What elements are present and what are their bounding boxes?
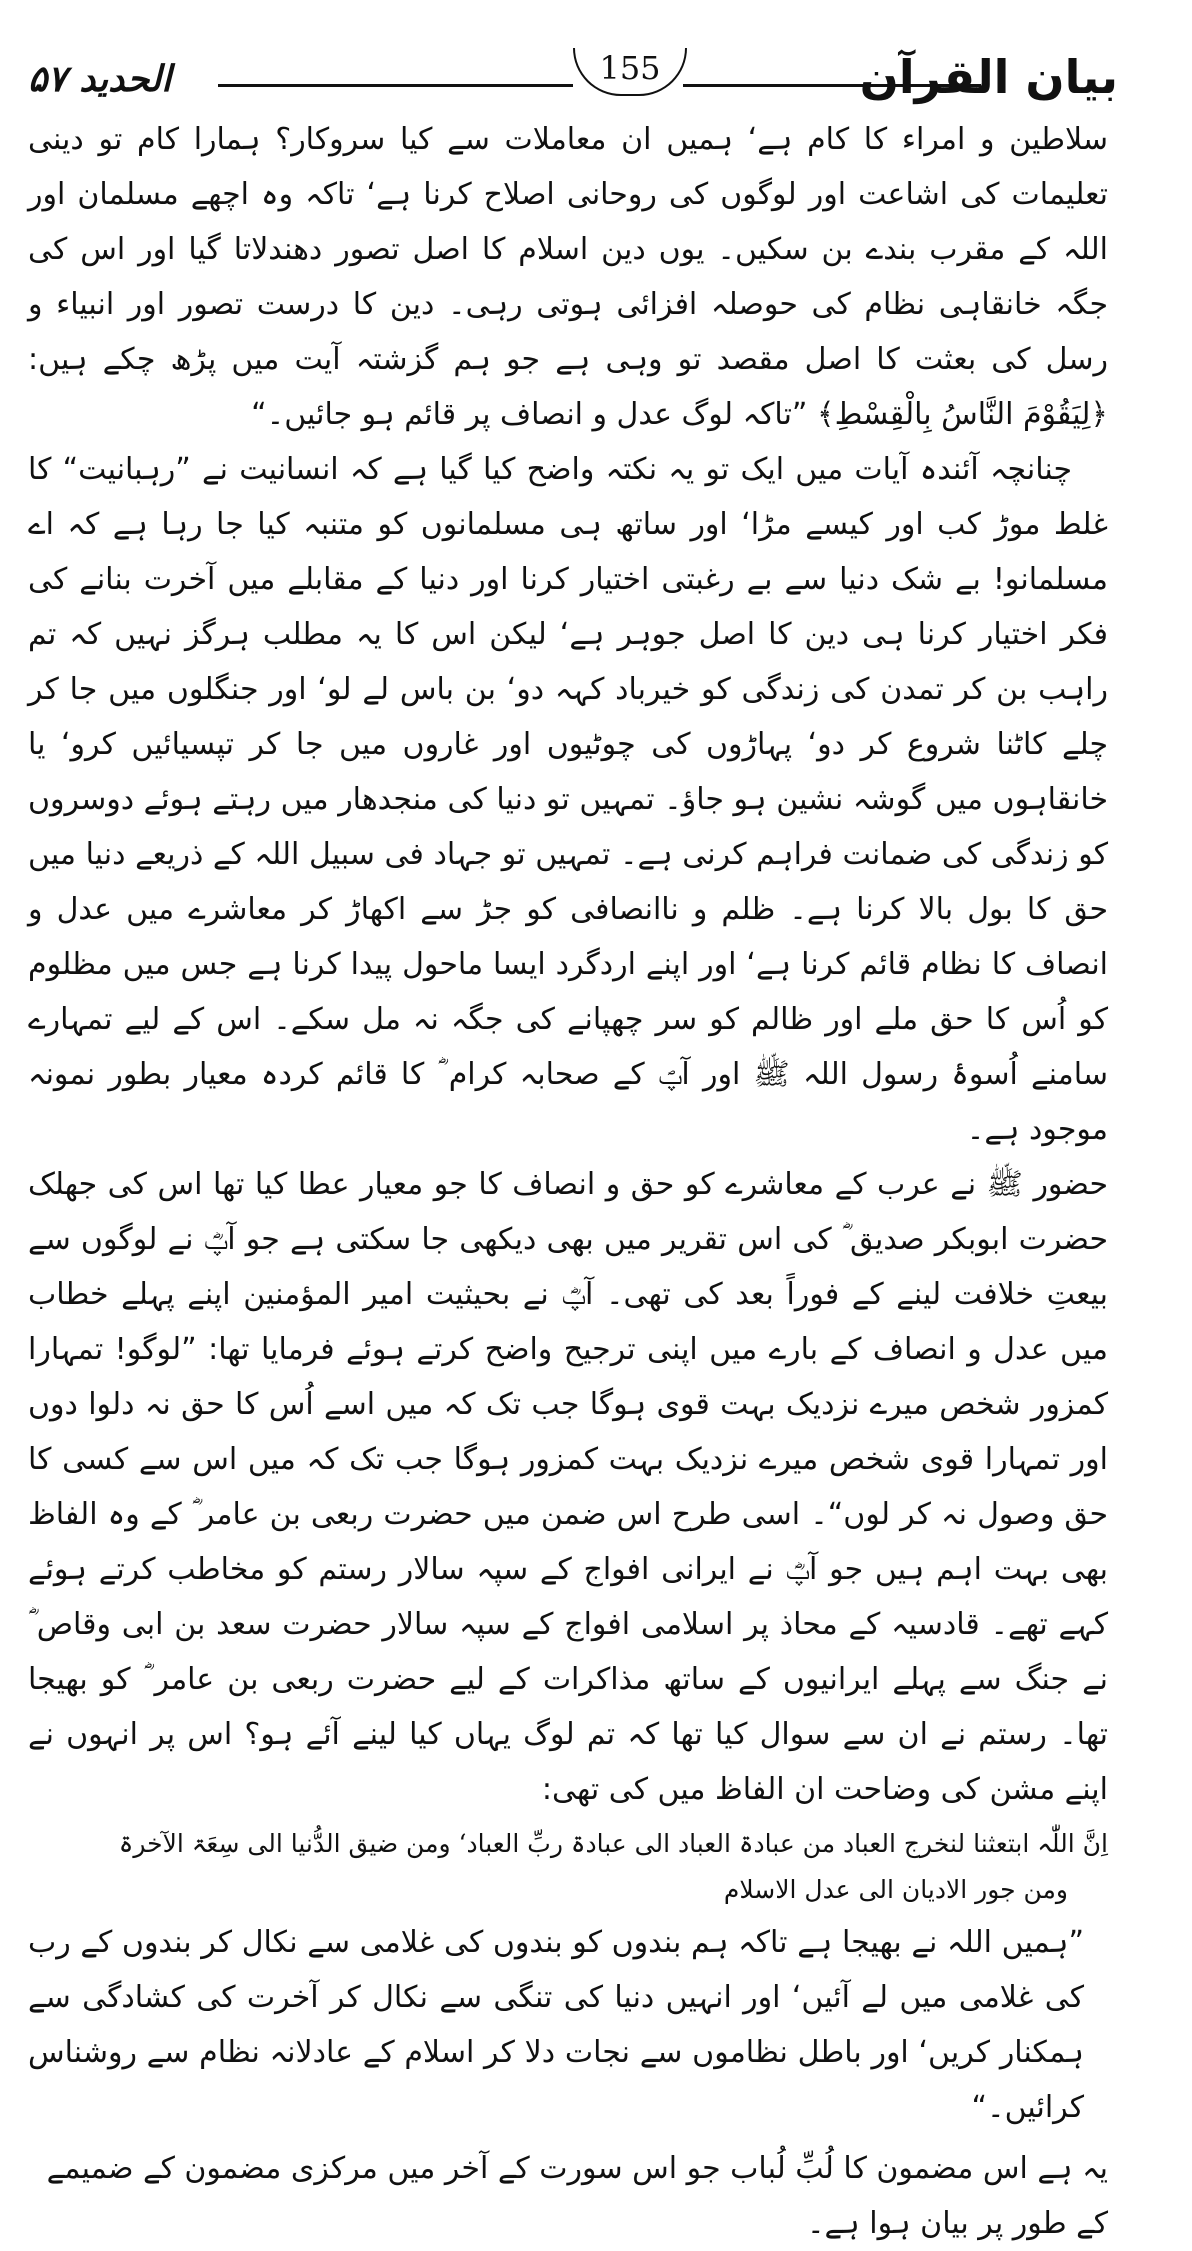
paragraph-1: سلاطین و امراء کا کام ہے‘ ہمیں ان معاملات سے کیا سروکار؟ ہمارا کام تو دینی تعلیمات کی اشاعت اور لوگوں کی روحانی اصلاح کرنا ہے‘ تاکہ وہ اچھے مسلمان اور اللہ کے مقرب بندے بن سکیں۔ یوں دین اسلام کا اصل تصور دھندلاتا گیا اور اس کی جگہ خانقاہی نظام کی حوصلہ افزائی ہوتی رہی۔ دین کا درست تصور اور انبیاء و رسل کی بعثت کا اصل مقصد تو وہی ہے جو ہم گزشتہ آیت میں پڑھ چکے ہیں: ﴿لِيَقُوْمَ النَّاسُ بِالْقِسْطِ﴾ ”تاکہ لوگ عدل و انصاف پر قائم ہو جائیں۔“ bbox=[28, 122, 1108, 432]
page-number: 155 bbox=[573, 48, 687, 96]
page-body bbox=[28, 112, 1108, 2251]
closing-paragraph: یہ ہے اس مضمون کا لُبِّ لُباب جو اس سورت کے آخر میں مرکزی مضمون کے ضمیمے کے طور پر بیان ہوا ہے۔ bbox=[46, 2151, 1108, 2241]
arabic-quote-line-1: اِنَّ اللّٰہ ابتعثنا لنخرج العباد من عبادۃ العباد الی عبادۃ ربِّ العباد‘ ومن ضیق الدُّنیا الی سِعَۃ الآخرۃ bbox=[118, 1829, 1108, 1858]
paragraph-3: حضور ﷺ نے عرب کے معاشرے کو حق و انصاف کا جو معیار عطا کیا تھا اس کی جھلک حضرت ابوبکر صدیق ؓ کی اس تقریر میں بھی دیکھی جا سکتی ہے جو آپؓ نے لوگوں سے بیعتِ خلافت لینے کے فوراً بعد کی تھی۔ آپؓ نے بحیثیت امیر المؤمنین اپنے پہلے خطاب میں عدل و انصاف کے بارے میں اپنی ترجیح واضح کرتے ہوئے فرمایا تھا: ”لوگو! تمہارا کمزور شخص میرے نزدیک بہت قوی ہوگا جب تک کہ میں اسے اُس کا حق نہ دلوا دوں اور تمہارا قوی شخص میرے نزدیک بہت کمزور ہوگا جب تک کہ میں اس سے کسی کا حق وصول نہ کر لوں“۔ اسی طرح اس ضمن میں حضرت ربعی بن عامر ؓ کے وہ الفاظ بھی بہت اہم ہیں جو آپؓ نے ایرانی افواج کے سپہ سالار رستم کو مخاطب کرتے ہوئے کہے تھے۔ قادسیہ کے محاذ پر اسلامی افواج کے سپہ سالار حضرت سعد بن ابی وقاص ؓ نے جنگ سے پہلے ایرانیوں کے ساتھ مذاکرات کے لیے حضرت ربعی بن عامر ؓ کو بھیجا تھا۔ رستم نے ان سے سوال کیا تھا کہ تم لوگ یہاں کیا لینے آئے ہو؟ اس پر انہوں نے اپنے مشن کی وضاحت ان الفاظ میں کی تھی: bbox=[28, 1167, 1108, 1807]
header-rule-left bbox=[218, 84, 573, 87]
paragraph-2: چنانچہ آئندہ آیات میں ایک تو یہ نکتہ واضح کیا گیا ہے کہ انسانیت نے ”رہبانیت“ کا غلط موڑ کب اور کیسے مڑا‘ اور ساتھ ہی مسلمانوں کو متنبہ کیا جا رہا ہے کہ اے مسلمانو! بے شک دنیا سے بے رغبتی اختیار کرنا اور دنیا کے مقابلے میں آخرت بنانے کی فکر اختیار کرنا ہی دین کا اصل جوہر ہے‘ لیکن اس کا یہ مطلب ہرگز نہیں کہ تم راہب بن کر تمدن کی زندگی کو خیرباد کہہ دو‘ بن باس لے لو‘ اور جنگلوں میں جا کر چلے کاٹنا شروع کر دو‘ پہاڑوں کی چوٹیوں اور غاروں میں جا کر تپسیائیں کرو‘ یا خانقاہوں میں گوشہ نشین ہو جاؤ۔ تمہیں تو دنیا کی منجدھار میں رہتے ہوئے دوسروں کو زندگی کی ضمانت فراہم کرنی ہے۔ تمہیں تو جہاد فی سبیل اللہ کے ذریعے دنیا میں حق کا بول بالا کرنا ہے۔ ظلم و ناانصافی کو جڑ سے اکھاڑ کر معاشرے میں عدل و انصاف کا نظام قائم کرنا ہے‘ اور اپنے اردگرد ایسا ماحول پیدا کرنا ہے جس میں مظلوم کو اُس کا حق ملے اور ظالم کو سر چھپانے کی جگہ نہ مل سکے۔ اس کے لیے تمہارے سامنے اُسوۂ رسول اللہ ﷺ اور آپؐ کے صحابہ کرام ؓ کا قائم کردہ معیار بطور نمونہ موجود ہے۔ bbox=[28, 452, 1108, 1147]
book-title: بیان القرآن bbox=[859, 50, 1118, 104]
quote-translation: ”ہمیں اللہ نے بھیجا ہے تاکہ ہم بندوں کو بندوں کی غلامی سے نکال کر بندوں کے رب کی غلامی میں لے آئیں‘ اور انہیں دنیا کی تنگی سے نکال کر آخرت کی کشادگی سے ہمکنار کریں‘ اور باطل نظاموں سے نجات دلا کر اسلام کے عادلانہ نظام سے روشناس کرائیں۔“ bbox=[28, 1925, 1084, 2125]
arabic-quote-line-2: ومن جور الادیان الی عدل الاسلام bbox=[723, 1875, 1068, 1904]
surah-title: الحدید ۵۷ bbox=[28, 59, 172, 100]
page-header bbox=[28, 48, 1118, 108]
